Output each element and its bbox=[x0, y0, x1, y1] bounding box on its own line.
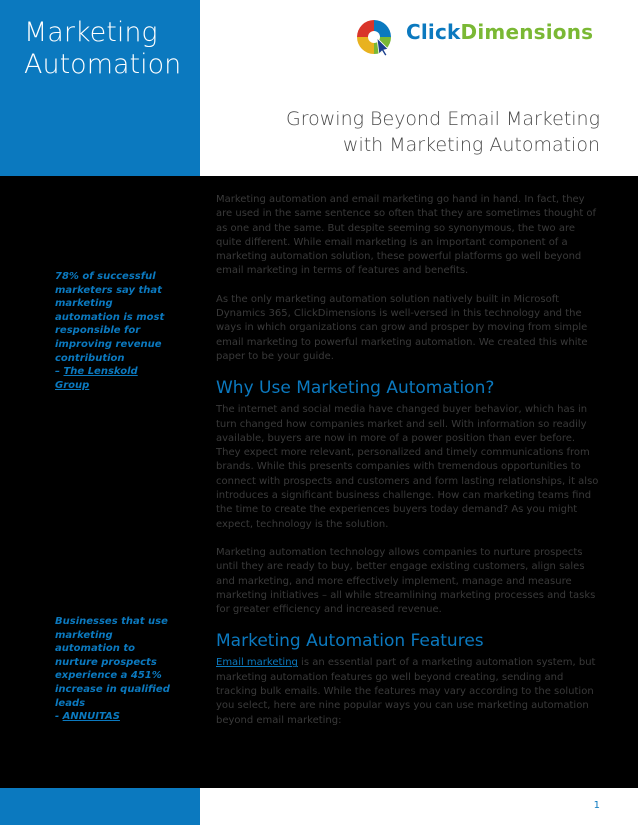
quote-1-text: 78% of successful marketers say that marketing automation is most responsible for improving revenue contribution bbox=[55, 271, 165, 364]
paragraph-intro: Marketing automation and email marketing go hand in hand. In fact, they are used in the same sentence so often that they are sometimes thought of as one and the same. But despite seeming so synonymous, the two are quite different. While email marketing is an important component of a marketing automation solution, these powerful platforms go well beyond email marketing in terms of features and benefits. bbox=[216, 194, 597, 277]
paragraph-buyer-behavior: The internet and social media have changed buyer behavior, which has in turn changed how companies market and sell. With information so readily available, buyers are now in more of a power position than ever before. They expect more relevant, personalized and timely communications from brands. While this presents companies with tremendous opportunities to connect with prospects and customers and form lasting relationships, it also introduces a significant business challenge. How can marketing teams find the time to create the experiences buyers today demand? As you might expect, technology is the solution. bbox=[216, 404, 599, 530]
logo-text-dimensions: Dimensions bbox=[460, 20, 594, 44]
title-line-2: Automation bbox=[24, 49, 182, 80]
sidebar-quote-2 bbox=[55, 615, 173, 724]
main-body bbox=[216, 193, 601, 742]
heading-features: Marketing Automation Features bbox=[216, 631, 484, 652]
paragraph-technology: Marketing automation technology allows companies to nurture prospects until they are ready to buy, better engage existing customers, align sales and marketing, and more effectively implement, manage and measure marketing initiatives – all while streamlining marketing processes and tasks for greater efficiency and increased revenue. bbox=[216, 546, 596, 616]
paragraph-features-text: is an essential part of a marketing automation system, but marketing automation features go well beyond creating, sending and tracking bulk emails. While the features may vary according to the solution you select, here are nine popular ways you can use marketing automation beyond email marketing: bbox=[216, 657, 596, 726]
logo-text-click: Click bbox=[406, 20, 461, 44]
footer-white-area bbox=[200, 788, 638, 825]
quote-1-source-link[interactable]: The Lenskold Group bbox=[55, 366, 138, 391]
subtitle-line-1: Growing Beyond Email Marketing bbox=[286, 108, 600, 130]
page-number: 1 bbox=[593, 800, 600, 811]
heading-why-use: Why Use Marketing Automation? bbox=[216, 378, 495, 399]
paragraph-features bbox=[216, 656, 601, 727]
document-title bbox=[24, 17, 181, 81]
sidebar-quote-1 bbox=[55, 270, 173, 392]
title-line-1: Marketing bbox=[24, 17, 158, 48]
quote-2-prefix: - bbox=[55, 711, 63, 723]
quote-1-prefix: – bbox=[55, 366, 64, 378]
subtitle-line-2: with Marketing Automation bbox=[342, 134, 600, 156]
footer-blue-block bbox=[0, 788, 200, 825]
paragraph-clickdimensions: As the only marketing automation solution natively built in Microsoft Dynamics 365, ClickDimensions is well-versed in this technology and the ways in which organizations can grow and prosper by moving from simple email marketing to powerful marketing automation. We created this white paper to be your guide. bbox=[216, 293, 588, 362]
logo-wordmark bbox=[406, 20, 593, 44]
email-marketing-link[interactable]: Email marketing bbox=[216, 657, 298, 669]
document-subtitle bbox=[240, 106, 600, 158]
quote-2-source-link[interactable]: ANNUITAS bbox=[62, 711, 120, 723]
quote-2-text: Businesses that use marketing automation to nurture prospects experience a 451% increase in qualified leads bbox=[55, 616, 170, 709]
